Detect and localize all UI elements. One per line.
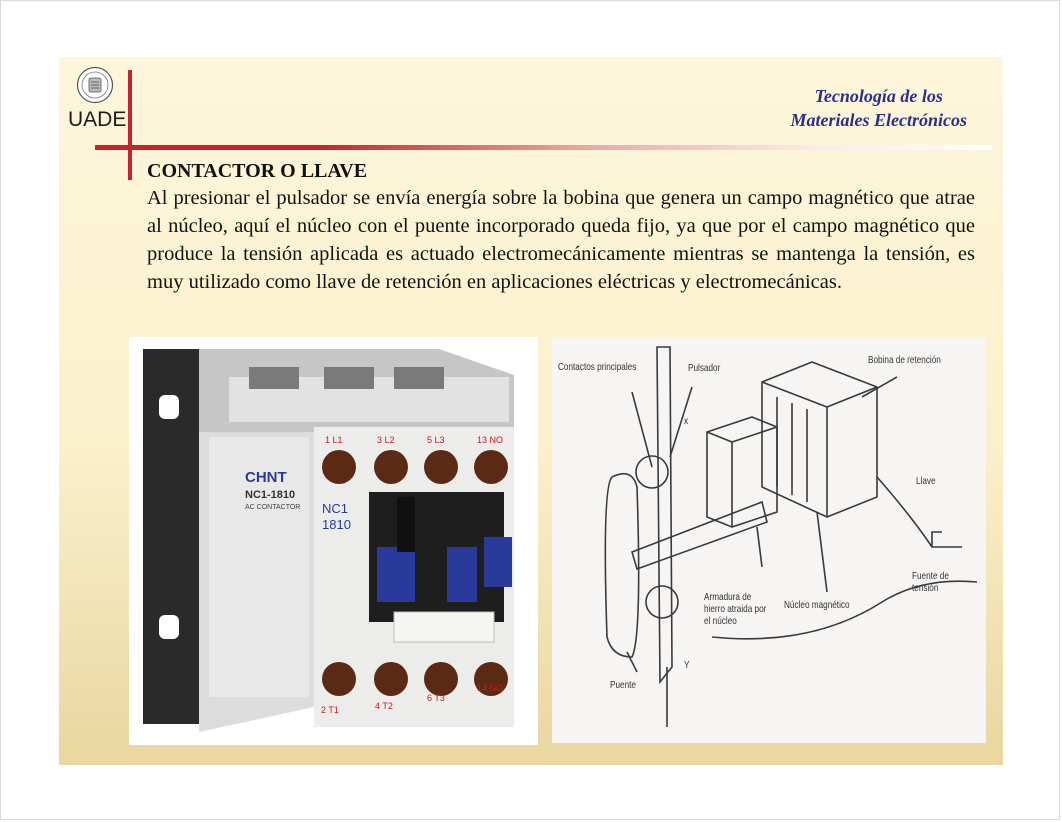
subtitle-label: AC CONTACTOR — [245, 504, 301, 511]
label-x: x — [684, 415, 689, 427]
front-model-line2: 1810 — [322, 517, 351, 532]
label-coil: Bobina de retención — [868, 354, 941, 366]
contactor-diagram — [552, 337, 986, 743]
front-model-line1: NC1 — [322, 501, 349, 516]
label-bridge: Puente — [610, 679, 636, 691]
terminal-label-bottom-4: 14 NO — [477, 683, 504, 693]
label-main-contacts: Contactos principales — [558, 361, 637, 373]
terminal-label-bottom-1: 2 T1 — [321, 705, 339, 715]
course-title — [791, 84, 968, 132]
terminal-label-top-2: 3 L2 — [377, 435, 395, 445]
model-label: NC1-1810 — [245, 489, 296, 501]
label-pushbutton: Pulsador — [688, 362, 721, 374]
university-seal-icon — [76, 66, 114, 104]
terminal-label-top-3: 5 L3 — [427, 435, 445, 445]
terminal-label-bottom-2: 4 T2 — [375, 701, 393, 711]
brand-label: CHNT — [245, 469, 287, 486]
label-switch: Llave — [916, 475, 936, 487]
label-armature: Armadura de hierro atraida por el núcleo — [704, 591, 767, 627]
course-title-line2: Materiales Electrónicos — [790, 110, 967, 130]
logo-text: UADE — [68, 108, 127, 131]
terminal-label-top-1: 1 L1 — [325, 435, 343, 445]
body-paragraph: Al presionar el pulsador se envía energía sobre la bobina que genera un campo magnético que atrae al núcleo, aquí el núcleo con el puente incorporado queda fijo, ya que por el campo magnético que produce la tensión aplicada es actuado electromecánicamente mientras se mantenga la tensión, es muy utilizado como llave de retención en aplicaciones eléctricas y electromecánicas. — [147, 187, 975, 293]
vertical-accent-bar — [128, 70, 132, 180]
terminal-label-top-4: 13 NO — [477, 435, 504, 445]
label-y: Y — [684, 659, 690, 671]
uade-logo — [66, 64, 126, 134]
label-core: Núcleo magnético — [784, 599, 850, 611]
horizontal-accent-bar — [95, 145, 992, 150]
label-voltage-source: Fuente de tensión — [912, 570, 949, 594]
course-title-line1: Tecnología de los — [814, 86, 943, 106]
contactor-photo — [129, 337, 538, 745]
slide-heading: CONTACTOR O LLAVE — [147, 160, 368, 182]
terminal-label-bottom-3: 6 T3 — [427, 693, 445, 703]
